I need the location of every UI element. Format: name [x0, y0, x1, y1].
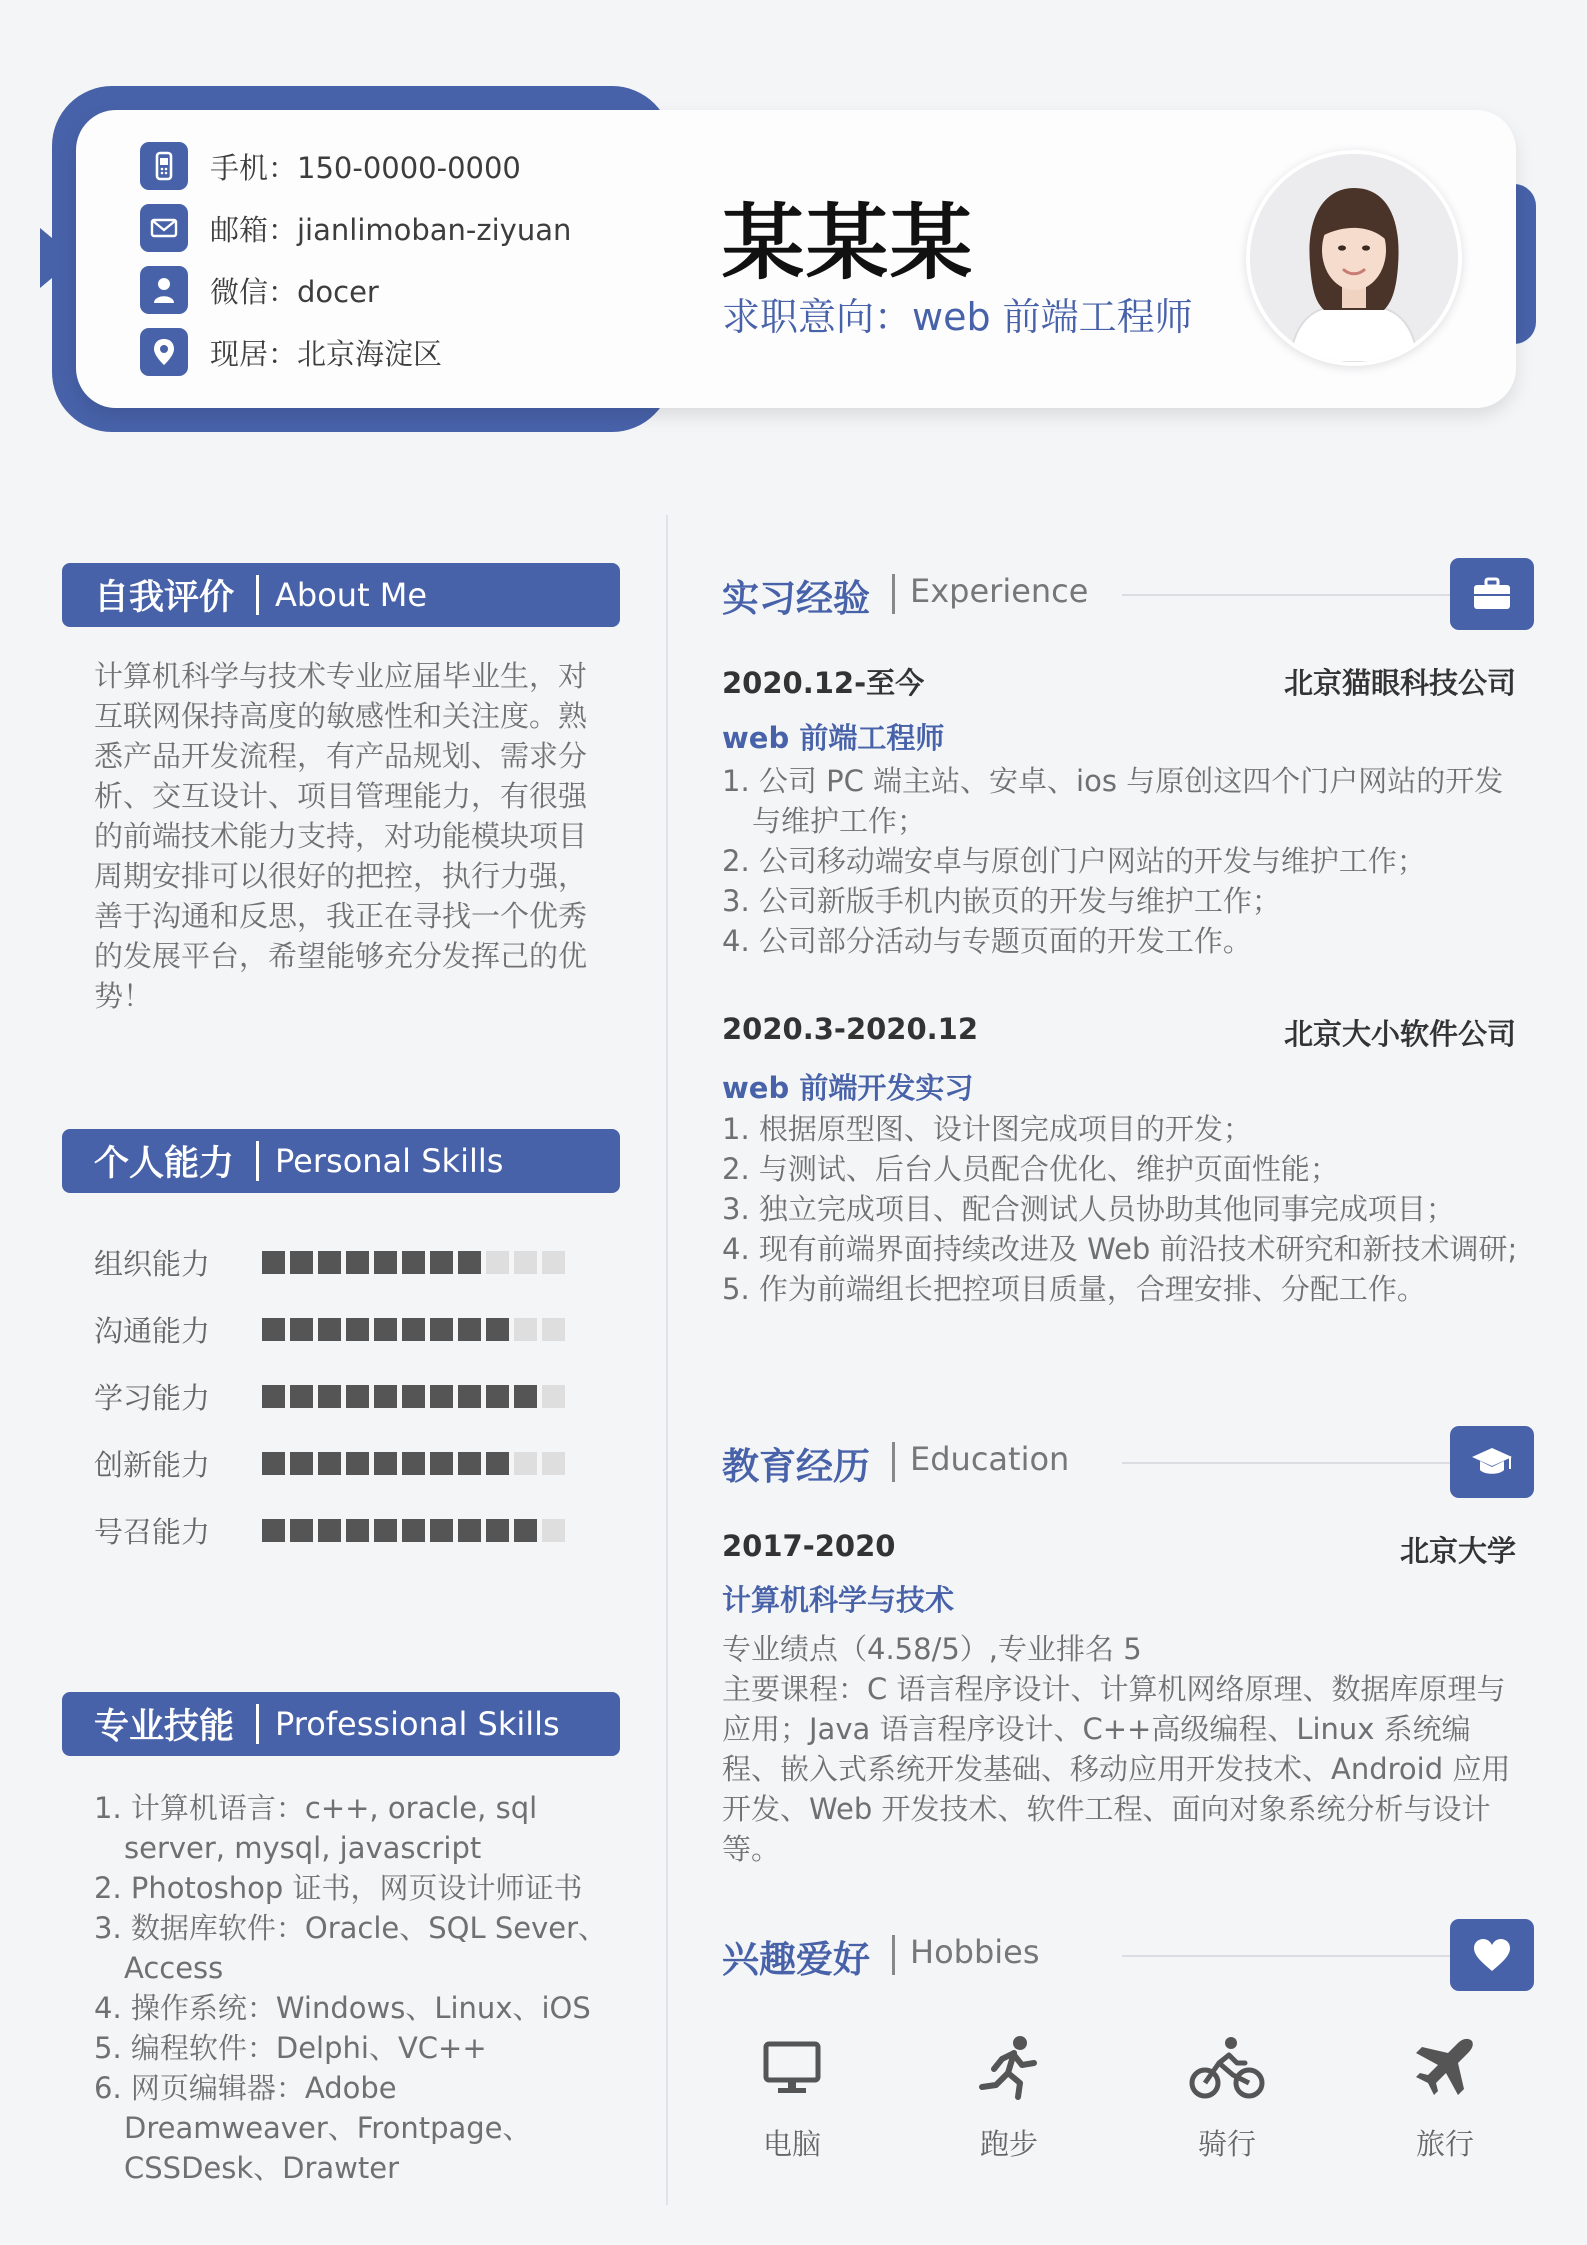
skill-label: 创新能力 [94, 1447, 211, 1482]
skill-square-filled [374, 1385, 397, 1408]
skill-square-filled [346, 1385, 369, 1408]
skill-square-filled [402, 1519, 425, 1542]
list-item: 1. 根据原型图、设计图完成项目的开发； [722, 1112, 1252, 1146]
skill-square-filled [290, 1452, 313, 1475]
skill-square-filled [318, 1385, 341, 1408]
skill-square-filled [318, 1251, 341, 1274]
skill-square-empty [542, 1519, 565, 1542]
job-duties [722, 761, 1522, 961]
skill-square-filled [402, 1318, 425, 1341]
skill-square-filled [430, 1385, 453, 1408]
edu-gpa: 专业绩点（4.58/5）,专业排名 5 [722, 1632, 1142, 1666]
skill-square-empty [542, 1385, 565, 1408]
about-header [62, 563, 620, 627]
job-duties [722, 1109, 1522, 1309]
candidate-name: 某某某 [722, 196, 975, 291]
professional-title: 专业技能 [94, 1707, 235, 1747]
list-item: 2. Photoshop 证书，网页设计师证书 [94, 1871, 583, 1905]
skill-level-bar [262, 1452, 570, 1475]
skill-square-filled [374, 1318, 397, 1341]
list-item: 2. 公司移动端安卓与原创门户网站的开发与维护工作； [722, 844, 1426, 878]
skill-square-filled [458, 1385, 481, 1408]
list-item: 4. 操作系统：Windows、Linux、iOS [94, 1991, 591, 2025]
skill-square-filled [374, 1519, 397, 1542]
skill-square-filled [458, 1318, 481, 1341]
skill-square-filled [318, 1318, 341, 1341]
experience-header-rule [1122, 594, 1452, 596]
skill-square-filled [514, 1519, 537, 1542]
experience-title: 实习经验 [722, 577, 870, 620]
skill-label: 学习能力 [94, 1380, 211, 1415]
experience-header [722, 558, 1534, 630]
list-item: 3. 独立完成项目、配合测试人员协助其他同事完成项目； [722, 1192, 1455, 1226]
contact-location-text: 现居：北京海淀区 [210, 336, 443, 371]
contact-wechat [140, 266, 379, 314]
skill-square-filled [430, 1318, 453, 1341]
skill-square-filled [318, 1452, 341, 1475]
skills-header [62, 1129, 620, 1193]
skill-square-empty [514, 1251, 537, 1274]
job-date: 2020.12-至今 [722, 666, 925, 700]
skill-square-filled [374, 1452, 397, 1475]
job-role: web 前端工程师 [722, 721, 945, 755]
skill-square-filled [402, 1251, 425, 1274]
hobby-item [1167, 2028, 1287, 2163]
education-header [722, 1426, 1534, 1498]
skill-row [94, 1309, 570, 1349]
skill-level-bar [262, 1318, 570, 1341]
skill-square-filled [486, 1452, 509, 1475]
skill-square-filled [514, 1385, 537, 1408]
list-item: 6. 网页编辑器：Adobe Dreamweaver、Frontpage、CSSDesk、Drawter [94, 2071, 532, 2185]
skill-row [94, 1510, 570, 1550]
hobbies-header-rule [1122, 1955, 1452, 1957]
airplane-icon [1385, 2028, 1505, 2108]
skill-square-filled [346, 1318, 369, 1341]
list-item: 1. 公司 PC 端主站、安卓、ios 与原创这四个门户网站的开发与维护工作； [722, 764, 1504, 838]
skill-label: 沟通能力 [94, 1313, 211, 1348]
skill-square-filled [402, 1452, 425, 1475]
skill-row [94, 1443, 570, 1483]
skill-square-filled [290, 1519, 313, 1542]
about-text: 计算机科学与技术专业应届毕业生，对互联网保持高度的敏感性和关注度。熟悉产品开发流程，有产品规划、需求分析、交互设计、项目管理能力，有很强的前端技术能力支持，对功能模块项目周期安排可以很好的把控，执行力强，善于沟通和反思，我正在寻找一个优秀的发展平台，希望能够充分发挥己的优势！ [94, 659, 588, 1013]
education-header-rule [1122, 1462, 1452, 1464]
edu-school: 北京大学 [1399, 1534, 1516, 1568]
hobbies-title-en: Hobbies [910, 1933, 1040, 1971]
column-divider [666, 515, 668, 2205]
hobbies-header [722, 1919, 1534, 1991]
list-item: 3. 公司新版手机内嵌页的开发与维护工作； [722, 884, 1281, 918]
skill-label: 号召能力 [94, 1514, 211, 1549]
skill-square-filled [458, 1251, 481, 1274]
bicycle-icon [1167, 2028, 1287, 2108]
skill-square-filled [458, 1519, 481, 1542]
list-item: 5. 作为前端组长把控项目质量，合理安排、分配工作。 [722, 1272, 1426, 1306]
skill-square-filled [458, 1452, 481, 1475]
skill-label: 组织能力 [94, 1246, 211, 1281]
job-company: 北京大小软件公司 [1283, 1017, 1516, 1051]
job-date: 2020.3-2020.12 [722, 1012, 979, 1046]
skill-square-filled [402, 1385, 425, 1408]
skill-square-filled [262, 1385, 285, 1408]
skill-level-bar [262, 1519, 570, 1542]
skill-square-empty [514, 1452, 537, 1475]
contact-email-text: 邮箱：jianlimoban-ziyuan [210, 212, 572, 247]
skill-square-filled [262, 1251, 285, 1274]
skill-square-filled [290, 1385, 313, 1408]
list-item: 4. 公司部分活动与专题页面的开发工作。 [722, 924, 1252, 958]
skill-square-filled [262, 1519, 285, 1542]
avatar [1246, 150, 1462, 366]
about-title-en: About Me [275, 576, 428, 614]
edu-courses: 主要课程：C 语言程序设计、计算机网络原理、数据库原理与应用；Java 语言程序设计、C++高级编程、Linux 系统编程、嵌入式系统开发基础、移动应用开发技术、Android 应用开发、Web 开发技术、软件工程、面向对象系统分析与设计等。 [722, 1672, 1511, 1866]
job-role: web 前端开发实习 [722, 1071, 974, 1105]
edu-major: 计算机科学与技术 [722, 1583, 955, 1617]
briefcase-icon [1450, 558, 1534, 630]
list-item: 3. 数据库软件：Oracle、SQL Sever、Access [94, 1911, 608, 1985]
skill-square-filled [318, 1519, 341, 1542]
skill-square-filled [346, 1452, 369, 1475]
running-icon [949, 2028, 1069, 2108]
location-pin-icon [140, 328, 188, 376]
professional-title-separator [256, 1704, 259, 1744]
skill-square-empty [542, 1318, 565, 1341]
skill-square-empty [542, 1251, 565, 1274]
computer-icon [732, 2028, 852, 2108]
skills-title-en: Personal Skills [275, 1142, 504, 1180]
skills-title-separator [256, 1141, 259, 1181]
skill-square-filled [486, 1519, 509, 1542]
skill-level-bar [262, 1385, 570, 1408]
skill-square-filled [346, 1251, 369, 1274]
professional-title-en: Professional Skills [275, 1705, 560, 1743]
hobby-label: 旅行 [1415, 2127, 1474, 2161]
education-title-separator [892, 1442, 895, 1482]
skill-level-bar [262, 1251, 570, 1274]
contact-phone [140, 142, 521, 190]
job-company: 北京猫眼科技公司 [1283, 666, 1516, 700]
heart-icon [1450, 1919, 1534, 1991]
list-item: 4. 现有前端界面持续改进及 Web 前沿技术研究和新技术调研; [722, 1232, 1518, 1266]
skill-row [94, 1242, 570, 1282]
education-title-en: Education [910, 1440, 1070, 1478]
skill-square-filled [486, 1318, 509, 1341]
contact-location [140, 328, 442, 376]
edu-date: 2017-2020 [722, 1529, 896, 1563]
experience-title-en: Experience [910, 572, 1089, 610]
contact-wechat-text: 微信：docer [210, 274, 379, 309]
phone-icon [140, 142, 188, 190]
about-title-separator [256, 575, 259, 615]
skill-square-empty [542, 1452, 565, 1475]
skill-square-filled [346, 1519, 369, 1542]
mail-icon [140, 204, 188, 252]
job-intent: 求职意向：web 前端工程师 [722, 295, 1193, 339]
hobby-label: 跑步 [979, 2127, 1038, 2161]
list-item: 5. 编程软件：Delphi、VC++ [94, 2031, 487, 2065]
professional-list [94, 1788, 624, 2188]
skill-square-empty [486, 1251, 509, 1274]
education-title: 教育经历 [722, 1445, 870, 1488]
professional-header [62, 1692, 620, 1756]
skill-square-filled [290, 1251, 313, 1274]
skill-square-filled [430, 1519, 453, 1542]
edu-description [722, 1629, 1522, 1869]
list-item: 1. 计算机语言：c++, oracle, sql server, mysql, javascript [94, 1791, 538, 1865]
contact-phone-text: 手机：150-0000-0000 [210, 150, 521, 185]
user-icon [140, 266, 188, 314]
skill-square-filled [430, 1452, 453, 1475]
hobby-label: 电脑 [762, 2127, 821, 2161]
hobbies-title-separator [892, 1935, 895, 1975]
hobby-item [949, 2028, 1069, 2163]
hobby-item [1385, 2028, 1505, 2163]
graduation-cap-icon [1450, 1426, 1534, 1498]
hobbies-title: 兴趣爱好 [722, 1938, 870, 1981]
skill-square-filled [262, 1452, 285, 1475]
hobby-item [732, 2028, 852, 2163]
skill-row [94, 1376, 570, 1416]
about-title: 自我评价 [94, 578, 235, 618]
header-notch [40, 228, 76, 288]
contact-email [140, 204, 571, 252]
skill-square-filled [430, 1251, 453, 1274]
hobby-label: 骑行 [1197, 2127, 1256, 2161]
skill-square-filled [290, 1318, 313, 1341]
skills-title: 个人能力 [94, 1144, 235, 1184]
skill-square-filled [262, 1318, 285, 1341]
list-item: 2. 与测试、后台人员配合优化、维护页面性能； [722, 1152, 1339, 1186]
skill-square-filled [374, 1251, 397, 1274]
experience-title-separator [892, 574, 895, 614]
skill-square-filled [486, 1385, 509, 1408]
skill-square-empty [514, 1318, 537, 1341]
